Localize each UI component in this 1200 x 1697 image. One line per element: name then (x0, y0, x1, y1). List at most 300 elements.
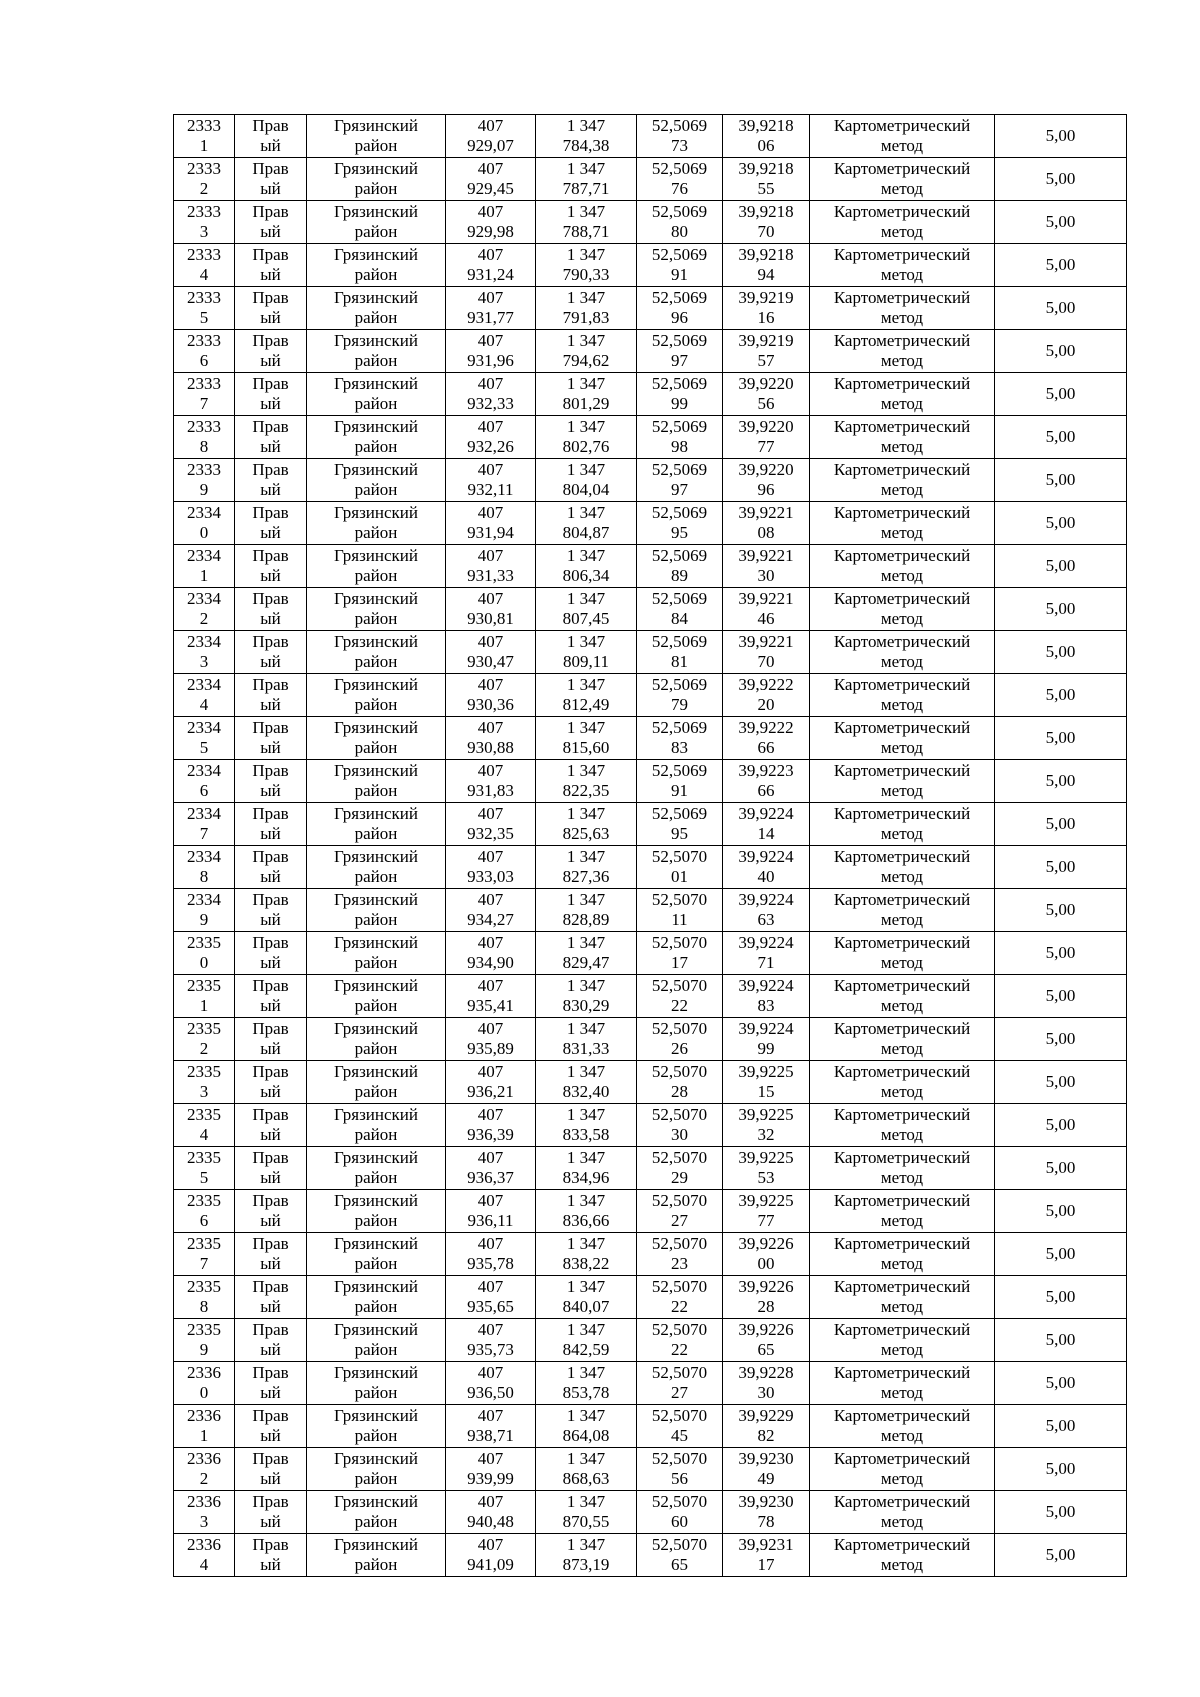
method-cell-line: Картометрический (833, 331, 971, 350)
bank-side-cell-line: Прав (252, 1535, 289, 1554)
method-cell-line: Картометрический (833, 1105, 971, 1124)
longitude-cell-line: 46 (757, 609, 775, 628)
district-cell (307, 330, 446, 373)
method-cell-line: метод (880, 351, 924, 370)
x-coordinate-cell (446, 1104, 536, 1147)
district-cell-line: район (354, 437, 398, 456)
x-coordinate-cell-line: 938,71 (467, 1426, 514, 1445)
longitude-cell (723, 889, 810, 932)
method-cell (810, 545, 995, 588)
table-row (174, 1190, 1127, 1233)
longitude-cell-line: 53 (757, 1168, 775, 1187)
y-coordinate-cell-line: 1 347 (566, 374, 606, 393)
bank-side-cell (235, 1104, 307, 1147)
bank-side-cell (235, 158, 307, 201)
district-cell-line: Грязинский (334, 976, 418, 995)
latitude-cell-line: 52,5069 (651, 546, 708, 565)
latitude-cell (637, 287, 723, 330)
table-row (174, 1405, 1127, 1448)
method-cell (810, 201, 995, 244)
longitude-cell-line: 39,9222 (738, 675, 794, 694)
district-cell-line: Грязинский (334, 159, 418, 178)
longitude-cell-line: 39,9224 (738, 890, 794, 909)
point-number-cell-line: 4 (199, 695, 209, 714)
bank-side-cell-line: Прав (252, 890, 289, 909)
longitude-cell-line: 66 (757, 738, 775, 757)
longitude-cell (723, 674, 810, 717)
y-coordinate-cell-line: 873,19 (562, 1555, 610, 1574)
point-number-cell (174, 373, 235, 416)
district-cell-line: Грязинский (334, 890, 418, 909)
point-number-cell-line: 6 (199, 781, 209, 800)
district-cell-line: район (354, 996, 398, 1015)
accuracy-cell: 5,00 (995, 1276, 1127, 1319)
point-number-cell-line: 2334 (187, 675, 221, 694)
y-coordinate-cell-line: 804,04 (562, 480, 610, 499)
district-cell-line: район (354, 179, 398, 198)
x-coordinate-cell (446, 1276, 536, 1319)
method-cell-line: метод (880, 953, 924, 972)
table-row (174, 1104, 1127, 1147)
point-number-cell-line: 2334 (187, 632, 221, 651)
x-coordinate-cell-line: 935,65 (467, 1297, 514, 1316)
longitude-cell-line: 39,9218 (738, 245, 794, 264)
bank-side-cell-line: ый (260, 437, 281, 456)
bank-side-cell-line: ый (260, 351, 281, 370)
district-cell-line: Грязинский (334, 1535, 418, 1554)
x-coordinate-cell-line: 932,33 (467, 394, 514, 413)
longitude-cell-line: 83 (757, 996, 775, 1015)
point-number-cell (174, 287, 235, 330)
latitude-cell-line: 52,5069 (651, 245, 708, 264)
longitude-cell (723, 1104, 810, 1147)
longitude-cell (723, 803, 810, 846)
y-coordinate-cell-line: 825,63 (562, 824, 610, 843)
district-cell-line: Грязинский (334, 1062, 418, 1081)
district-cell-line: Грязинский (334, 546, 418, 565)
longitude-cell-line: 15 (757, 1082, 775, 1101)
accuracy-cell: 5,00 (995, 1362, 1127, 1405)
bank-side-cell-line: ый (260, 1383, 281, 1402)
y-coordinate-cell-line: 1 347 (566, 1320, 606, 1339)
bank-side-cell-line: Прав (252, 1492, 289, 1511)
x-coordinate-cell-line: 929,07 (467, 136, 514, 155)
point-number-cell-line: 2 (199, 609, 209, 628)
y-coordinate-cell-line: 1 347 (566, 1234, 606, 1253)
method-cell (810, 932, 995, 975)
y-coordinate-cell-line: 868,63 (562, 1469, 610, 1488)
method-cell-line: Картометрический (833, 1148, 971, 1167)
x-coordinate-cell-line: 407 (477, 1062, 504, 1081)
method-cell-line: Картометрический (833, 1449, 971, 1468)
latitude-cell-line: 52,5069 (651, 718, 708, 737)
point-number-cell-line: 1 (199, 566, 209, 585)
x-coordinate-cell-line: 931,94 (467, 523, 514, 542)
latitude-cell (637, 1319, 723, 1362)
district-cell-line: район (354, 308, 398, 327)
y-coordinate-cell-line: 1 347 (566, 847, 606, 866)
latitude-cell-line: 83 (671, 738, 688, 757)
point-number-cell (174, 674, 235, 717)
x-coordinate-cell-line: 407 (477, 1277, 504, 1296)
method-cell (810, 1018, 995, 1061)
district-cell-line: район (354, 222, 398, 241)
x-coordinate-cell-line: 407 (477, 804, 504, 823)
district-cell (307, 1061, 446, 1104)
bank-side-cell-line: ый (260, 1469, 281, 1488)
longitude-cell-line: 49 (757, 1469, 775, 1488)
y-coordinate-cell-line: 840,07 (562, 1297, 610, 1316)
latitude-cell (637, 115, 723, 158)
latitude-cell-line: 52,5069 (651, 675, 708, 694)
latitude-cell-line: 29 (671, 1168, 688, 1187)
method-cell-line: Картометрический (833, 503, 971, 522)
method-cell-line: метод (880, 910, 924, 929)
method-cell-line: Картометрический (833, 1406, 971, 1425)
latitude-cell (637, 1362, 723, 1405)
latitude-cell-line: 52,5070 (651, 1535, 708, 1554)
point-number-cell-line: 5 (199, 1168, 209, 1187)
latitude-cell (637, 373, 723, 416)
point-number-cell-line: 2333 (187, 116, 221, 135)
x-coordinate-cell-line: 931,96 (467, 351, 514, 370)
y-coordinate-cell (536, 1190, 637, 1233)
method-cell (810, 1448, 995, 1491)
method-cell-line: метод (880, 1340, 924, 1359)
longitude-cell-line: 39,9224 (738, 976, 794, 995)
accuracy-cell: 5,00 (995, 803, 1127, 846)
x-coordinate-cell (446, 459, 536, 502)
method-cell-line: метод (880, 179, 924, 198)
y-coordinate-cell-line: 1 347 (566, 976, 606, 995)
district-cell (307, 1190, 446, 1233)
latitude-cell (637, 674, 723, 717)
point-number-cell-line: 2336 (187, 1492, 221, 1511)
longitude-cell (723, 373, 810, 416)
y-coordinate-cell-line: 1 347 (566, 1449, 606, 1468)
district-cell-line: Грязинский (334, 933, 418, 952)
method-cell (810, 717, 995, 760)
y-coordinate-cell (536, 588, 637, 631)
y-coordinate-cell-line: 1 347 (566, 159, 606, 178)
district-cell (307, 287, 446, 330)
method-cell-line: Картометрический (833, 589, 971, 608)
point-number-cell (174, 803, 235, 846)
x-coordinate-cell-line: 935,89 (467, 1039, 514, 1058)
method-cell-line: метод (880, 1082, 924, 1101)
x-coordinate-cell (446, 1018, 536, 1061)
accuracy-cell: 5,00 (995, 244, 1127, 287)
longitude-cell (723, 416, 810, 459)
bank-side-cell (235, 1405, 307, 1448)
bank-side-cell (235, 416, 307, 459)
bank-side-cell-line: Прав (252, 718, 289, 737)
longitude-cell (723, 1362, 810, 1405)
district-cell-line: Грязинский (334, 589, 418, 608)
accuracy-cell: 5,00 (995, 1534, 1127, 1577)
y-coordinate-cell-line: 1 347 (566, 589, 606, 608)
point-number-cell-line: 2336 (187, 1406, 221, 1425)
latitude-cell-line: 52,5069 (651, 374, 708, 393)
district-cell-line: Грязинский (334, 116, 418, 135)
y-coordinate-cell (536, 1233, 637, 1276)
bank-side-cell-line: ый (260, 1168, 281, 1187)
y-coordinate-cell (536, 932, 637, 975)
longitude-cell-line: 39,9221 (738, 632, 794, 651)
y-coordinate-cell-line: 815,60 (562, 738, 610, 757)
longitude-cell-line: 39,9224 (738, 1019, 794, 1038)
table-row (174, 717, 1127, 760)
method-cell-line: метод (880, 480, 924, 499)
latitude-cell (637, 459, 723, 502)
y-coordinate-cell-line: 1 347 (566, 675, 606, 694)
longitude-cell-line: 39,9226 (738, 1234, 794, 1253)
method-cell-line: Картометрический (833, 718, 971, 737)
bank-side-cell-line: ый (260, 1340, 281, 1359)
longitude-cell-line: 00 (757, 1254, 775, 1273)
bank-side-cell-line: ый (260, 824, 281, 843)
point-number-cell (174, 1405, 235, 1448)
table-row (174, 502, 1127, 545)
method-cell (810, 459, 995, 502)
x-coordinate-cell-line: 407 (477, 546, 504, 565)
latitude-cell-line: 27 (671, 1211, 688, 1230)
latitude-cell (637, 631, 723, 674)
bank-side-cell-line: Прав (252, 761, 289, 780)
y-coordinate-cell-line: 1 347 (566, 331, 606, 350)
point-number-cell-line: 7 (199, 394, 209, 413)
bank-side-cell (235, 373, 307, 416)
y-coordinate-cell-line: 827,36 (562, 867, 610, 886)
y-coordinate-cell-line: 787,71 (562, 179, 610, 198)
point-number-cell (174, 115, 235, 158)
y-coordinate-cell (536, 674, 637, 717)
district-cell-line: район (354, 1082, 398, 1101)
bank-side-cell-line: ый (260, 695, 281, 714)
point-number-cell (174, 201, 235, 244)
method-cell (810, 244, 995, 287)
method-cell-line: Картометрический (833, 1234, 971, 1253)
latitude-cell (637, 1405, 723, 1448)
x-coordinate-cell-line: 407 (477, 847, 504, 866)
method-cell-line: метод (880, 1254, 924, 1273)
point-number-cell (174, 846, 235, 889)
longitude-cell (723, 717, 810, 760)
table-row (174, 1448, 1127, 1491)
latitude-cell-line: 52,5069 (651, 632, 708, 651)
longitude-cell (723, 244, 810, 287)
longitude-cell-line: 70 (757, 652, 775, 671)
longitude-cell (723, 1448, 810, 1491)
method-cell-line: Картометрический (833, 546, 971, 565)
longitude-cell (723, 459, 810, 502)
accuracy-cell: 5,00 (995, 201, 1127, 244)
bank-side-cell (235, 1147, 307, 1190)
district-cell-line: район (354, 523, 398, 542)
longitude-cell-line: 39,9224 (738, 933, 794, 952)
x-coordinate-cell-line: 930,88 (467, 738, 514, 757)
latitude-cell-line: 97 (671, 351, 688, 370)
accuracy-cell: 5,00 (995, 932, 1127, 975)
district-cell (307, 975, 446, 1018)
longitude-cell-line: 39,9220 (738, 417, 794, 436)
latitude-cell-line: 79 (671, 695, 688, 714)
latitude-cell-line: 52,5069 (651, 288, 708, 307)
latitude-cell (637, 1147, 723, 1190)
y-coordinate-cell-line: 833,58 (562, 1125, 610, 1144)
district-cell-line: Грязинский (334, 804, 418, 823)
point-number-cell-line: 2335 (187, 1191, 221, 1210)
x-coordinate-cell-line: 934,27 (467, 910, 514, 929)
district-cell-line: Грязинский (334, 1191, 418, 1210)
method-cell-line: метод (880, 1512, 924, 1531)
latitude-cell (637, 1534, 723, 1577)
x-coordinate-cell (446, 373, 536, 416)
point-number-cell (174, 416, 235, 459)
accuracy-cell: 5,00 (995, 588, 1127, 631)
bank-side-cell-line: Прав (252, 804, 289, 823)
method-cell-line: метод (880, 566, 924, 585)
longitude-cell-line: 06 (757, 136, 775, 155)
y-coordinate-cell (536, 1061, 637, 1104)
method-cell-line: метод (880, 523, 924, 542)
y-coordinate-cell (536, 631, 637, 674)
x-coordinate-cell-line: 939,99 (467, 1469, 514, 1488)
latitude-cell-line: 27 (671, 1383, 688, 1402)
method-cell (810, 1061, 995, 1104)
longitude-cell (723, 1319, 810, 1362)
y-coordinate-cell (536, 1362, 637, 1405)
longitude-cell (723, 932, 810, 975)
district-cell-line: Грязинский (334, 1019, 418, 1038)
latitude-cell-line: 52,5070 (651, 1406, 708, 1425)
method-cell (810, 502, 995, 545)
point-number-cell-line: 1 (199, 996, 209, 1015)
accuracy-cell: 5,00 (995, 889, 1127, 932)
y-coordinate-cell-line: 1 347 (566, 933, 606, 952)
y-coordinate-cell-line: 1 347 (566, 761, 606, 780)
bank-side-cell-line: ый (260, 738, 281, 757)
longitude-cell (723, 287, 810, 330)
table-row (174, 287, 1127, 330)
table-row (174, 416, 1127, 459)
longitude-cell-line: 40 (757, 867, 775, 886)
y-coordinate-cell (536, 1018, 637, 1061)
table-row (174, 158, 1127, 201)
latitude-cell-line: 80 (671, 222, 688, 241)
point-number-cell-line: 7 (199, 1254, 209, 1273)
point-number-cell-line: 6 (199, 351, 209, 370)
latitude-cell-line: 52,5069 (651, 503, 708, 522)
accuracy-cell: 5,00 (995, 373, 1127, 416)
y-coordinate-cell (536, 416, 637, 459)
longitude-cell-line: 94 (757, 265, 775, 284)
point-number-cell-line: 3 (199, 1512, 209, 1531)
x-coordinate-cell-line: 407 (477, 1234, 504, 1253)
district-cell-line: район (354, 738, 398, 757)
method-cell-line: метод (880, 308, 924, 327)
x-coordinate-cell-line: 941,09 (467, 1555, 514, 1574)
latitude-cell-line: 22 (671, 996, 688, 1015)
method-cell-line: Картометрический (833, 847, 971, 866)
method-cell-line: метод (880, 1168, 924, 1187)
district-cell-line: район (354, 824, 398, 843)
point-number-cell-line: 9 (199, 910, 209, 929)
point-number-cell (174, 158, 235, 201)
y-coordinate-cell-line: 836,66 (562, 1211, 610, 1230)
district-cell (307, 1147, 446, 1190)
district-cell-line: район (354, 394, 398, 413)
latitude-cell-line: 17 (671, 953, 688, 972)
y-coordinate-cell-line: 1 347 (566, 632, 606, 651)
accuracy-cell: 5,00 (995, 1405, 1127, 1448)
table-row (174, 1147, 1127, 1190)
latitude-cell-line: 22 (671, 1340, 688, 1359)
district-cell-line: Грязинский (334, 1449, 418, 1468)
method-cell (810, 674, 995, 717)
bank-side-cell-line: ый (260, 1555, 281, 1574)
district-cell-line: Грязинский (334, 288, 418, 307)
y-coordinate-cell-line: 812,49 (562, 695, 610, 714)
bank-side-cell-line: Прав (252, 245, 289, 264)
point-number-cell-line: 0 (199, 953, 209, 972)
district-cell (307, 889, 446, 932)
district-cell (307, 1319, 446, 1362)
method-cell (810, 158, 995, 201)
longitude-cell-line: 39,9224 (738, 804, 794, 823)
district-cell-line: Грязинский (334, 1492, 418, 1511)
accuracy-cell: 5,00 (995, 674, 1127, 717)
latitude-cell (637, 975, 723, 1018)
latitude-cell (637, 1448, 723, 1491)
point-number-cell-line: 2333 (187, 417, 221, 436)
method-cell-line: метод (880, 1297, 924, 1316)
point-number-cell-line: 2336 (187, 1449, 221, 1468)
district-cell-line: район (354, 609, 398, 628)
x-coordinate-cell-line: 931,24 (467, 265, 514, 284)
latitude-cell-line: 22 (671, 1297, 688, 1316)
latitude-cell (637, 1190, 723, 1233)
district-cell-line: Грязинский (334, 460, 418, 479)
y-coordinate-cell-line: 804,87 (562, 523, 610, 542)
point-number-cell (174, 502, 235, 545)
bank-side-cell-line: Прав (252, 933, 289, 952)
longitude-cell-line: 28 (757, 1297, 775, 1316)
latitude-cell-line: 52,5069 (651, 804, 708, 823)
x-coordinate-cell-line: 407 (477, 976, 504, 995)
latitude-cell-line: 01 (671, 867, 688, 886)
bank-side-cell-line: ый (260, 781, 281, 800)
accuracy-cell: 5,00 (995, 459, 1127, 502)
district-cell (307, 459, 446, 502)
accuracy-cell: 5,00 (995, 631, 1127, 674)
district-cell (307, 502, 446, 545)
x-coordinate-cell-line: 407 (477, 761, 504, 780)
bank-side-cell (235, 1018, 307, 1061)
longitude-cell (723, 158, 810, 201)
latitude-cell (637, 1233, 723, 1276)
bank-side-cell-line: ый (260, 480, 281, 499)
method-cell (810, 373, 995, 416)
y-coordinate-cell (536, 1147, 637, 1190)
point-number-cell (174, 1362, 235, 1405)
bank-side-cell (235, 1534, 307, 1577)
point-number-cell-line: 1 (199, 1426, 209, 1445)
x-coordinate-cell-line: 936,11 (467, 1211, 514, 1230)
method-cell (810, 416, 995, 459)
x-coordinate-cell (446, 115, 536, 158)
point-number-cell-line: 2334 (187, 847, 221, 866)
